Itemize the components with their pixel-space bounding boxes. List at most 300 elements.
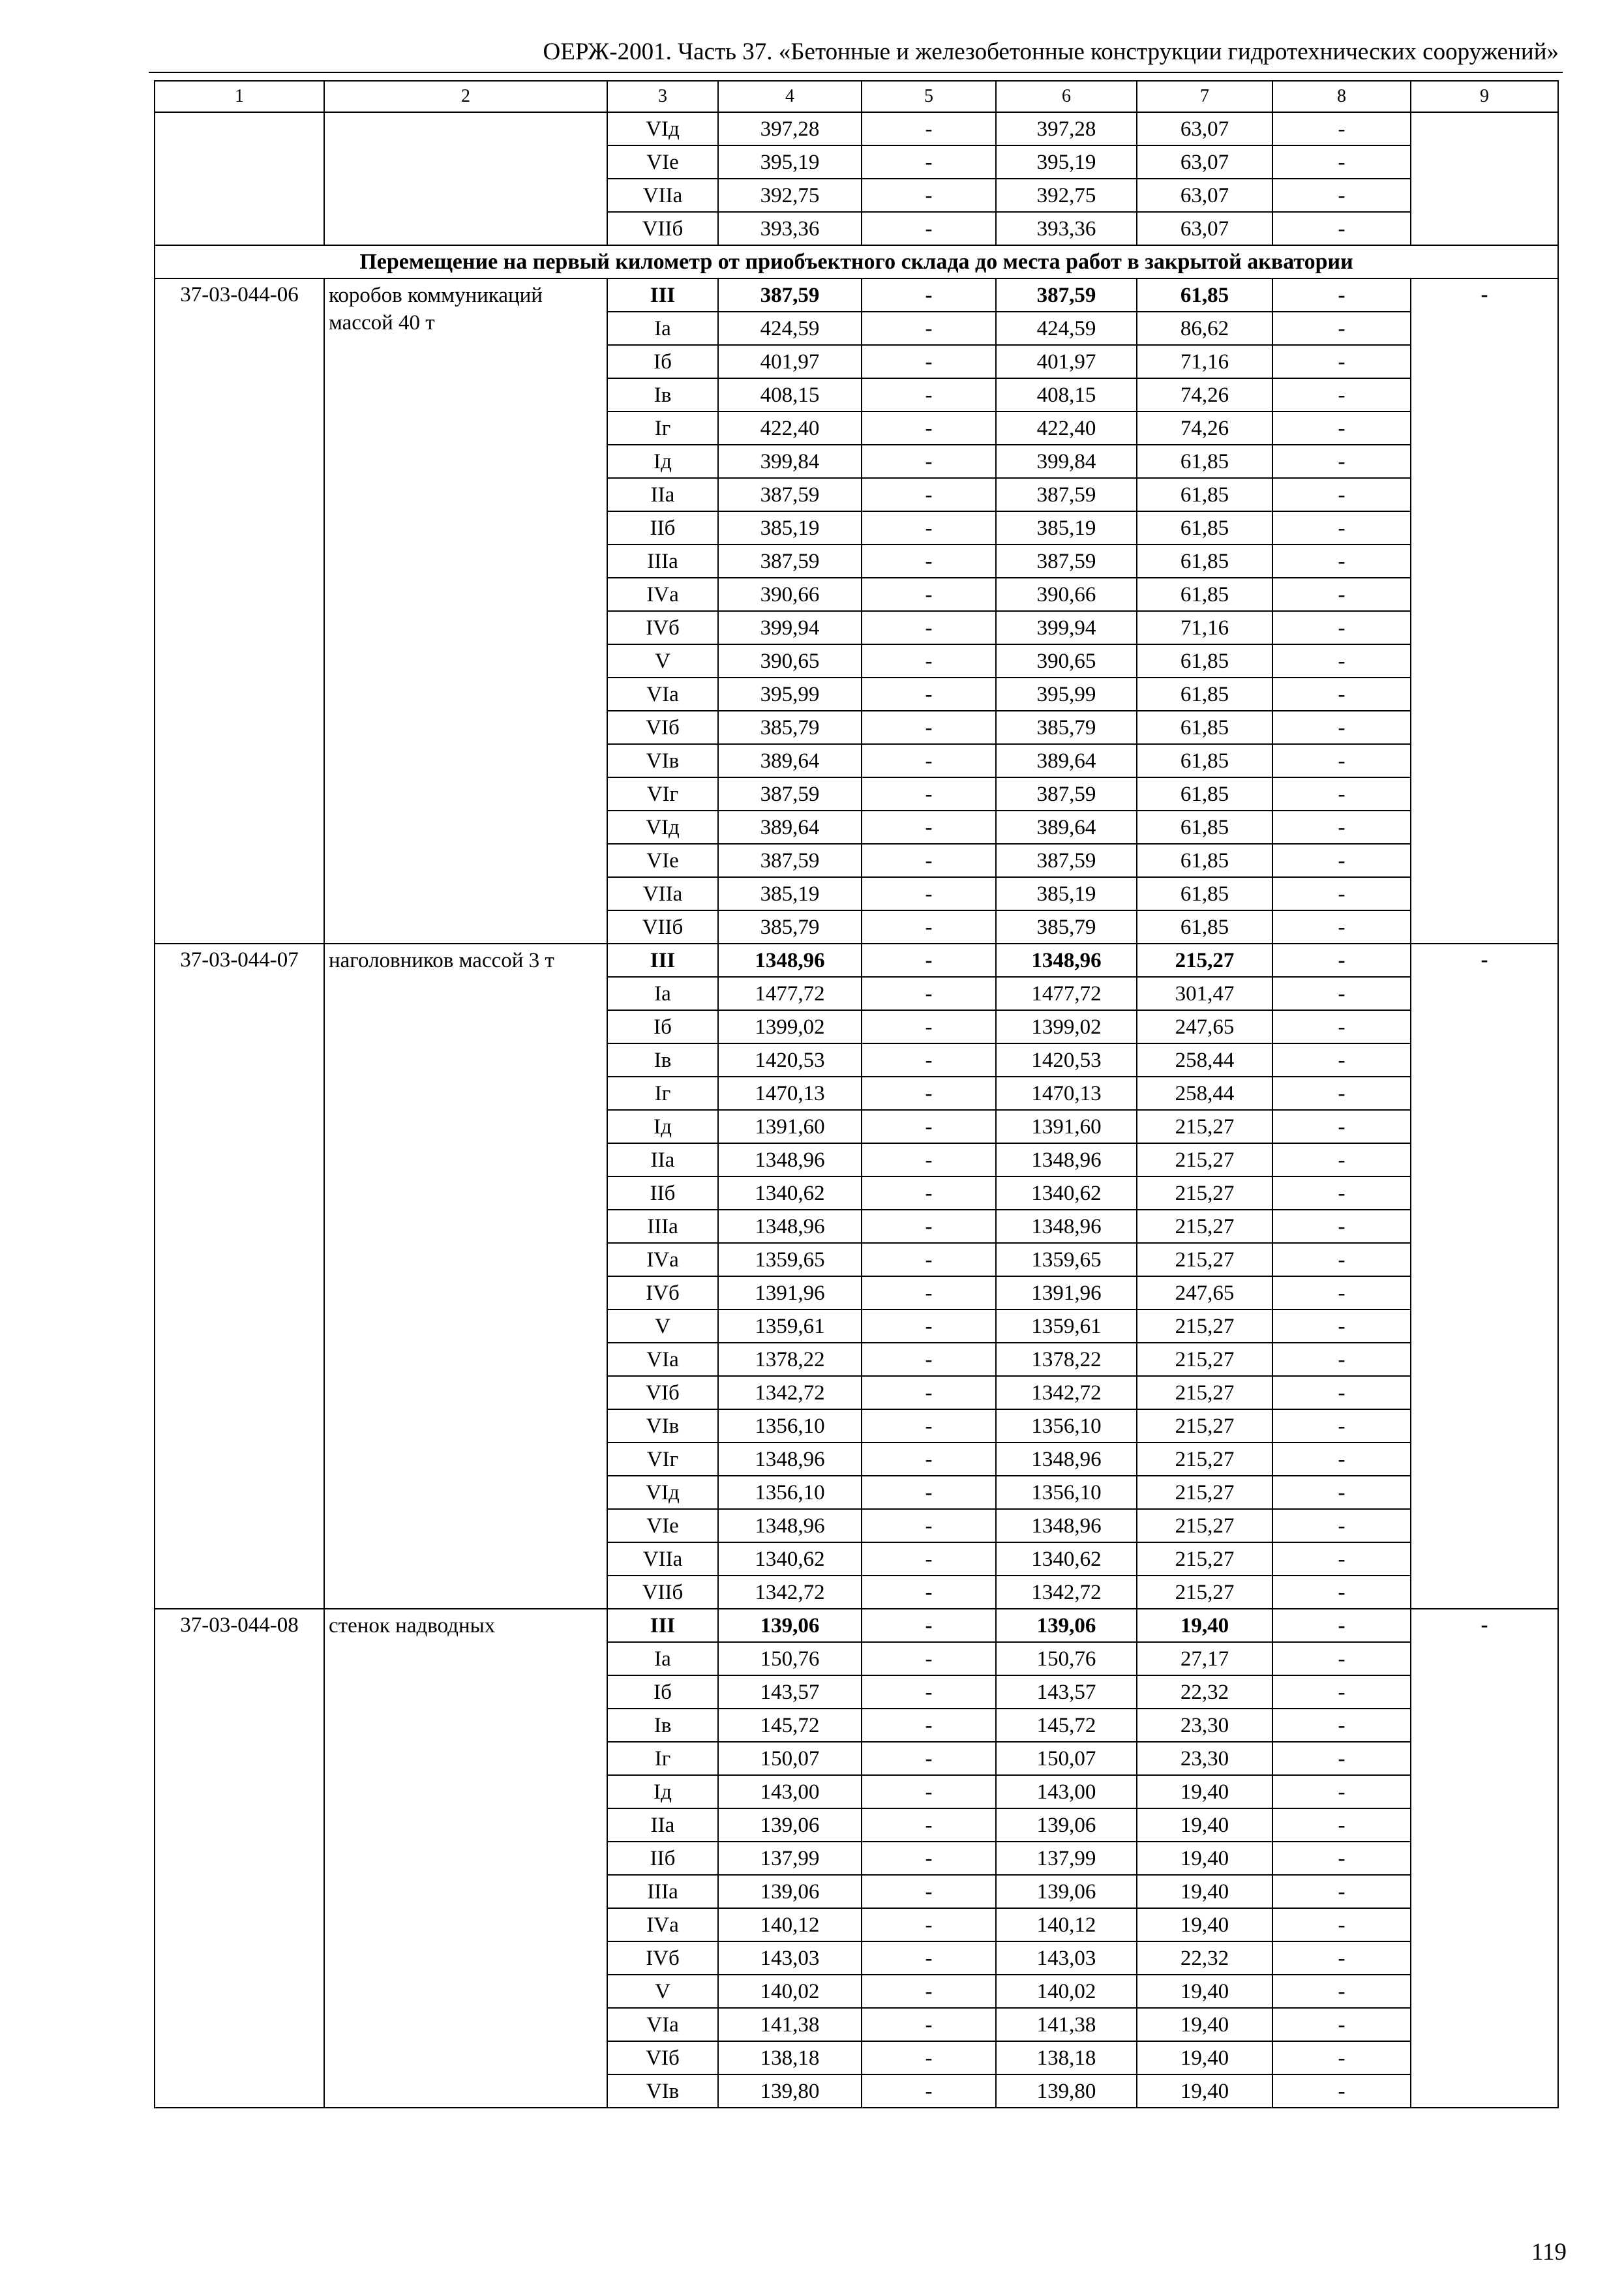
labor-wages: - bbox=[862, 611, 996, 644]
price-zone: Iг bbox=[607, 1077, 718, 1110]
direct-costs: 387,59 bbox=[718, 478, 862, 511]
machine-costs: 141,38 bbox=[996, 2008, 1137, 2041]
labor-wages: - bbox=[862, 2074, 996, 2108]
machine-costs: 1348,96 bbox=[996, 1443, 1137, 1476]
price-zone: VIа bbox=[607, 678, 718, 711]
machinist-wages: 22,32 bbox=[1137, 1941, 1272, 1975]
direct-costs: 137,99 bbox=[718, 1842, 862, 1875]
machine-costs: 138,18 bbox=[996, 2041, 1137, 2074]
norms-table bbox=[154, 80, 1559, 2108]
direct-costs: 1348,96 bbox=[718, 1210, 862, 1243]
machinist-wages: 71,16 bbox=[1137, 345, 1272, 378]
materials-cost: - bbox=[1272, 1110, 1411, 1143]
labor-wages: - bbox=[862, 145, 996, 179]
direct-costs: 1348,96 bbox=[718, 1509, 862, 1542]
price-zone: VIе bbox=[607, 1509, 718, 1542]
materials-cost: - bbox=[1272, 944, 1411, 977]
labor-wages: - bbox=[862, 1542, 996, 1576]
direct-costs: 399,94 bbox=[718, 611, 862, 644]
machinist-wages: 19,40 bbox=[1137, 1609, 1272, 1642]
machine-costs: 1359,61 bbox=[996, 1309, 1137, 1343]
price-zone: IVа bbox=[607, 578, 718, 611]
labor-wages: - bbox=[862, 944, 996, 977]
machine-costs: 1348,96 bbox=[996, 1509, 1137, 1542]
machine-costs: 1391,60 bbox=[996, 1110, 1137, 1143]
machinist-wages: 63,07 bbox=[1137, 179, 1272, 212]
labor-wages: - bbox=[862, 1276, 996, 1309]
materials-cost: - bbox=[1272, 578, 1411, 611]
machine-costs: 385,79 bbox=[996, 910, 1137, 944]
materials-cost: - bbox=[1272, 1443, 1411, 1476]
machine-costs: 395,19 bbox=[996, 145, 1137, 179]
machinist-wages: 61,85 bbox=[1137, 877, 1272, 910]
labor-wages: - bbox=[862, 1176, 996, 1210]
materials-cost: - bbox=[1272, 1043, 1411, 1077]
direct-costs: 1359,65 bbox=[718, 1243, 862, 1276]
machinist-wages: 74,26 bbox=[1137, 378, 1272, 411]
materials-cost: - bbox=[1272, 345, 1411, 378]
table-row bbox=[155, 1609, 1558, 1642]
price-zone: Iв bbox=[607, 1709, 718, 1742]
machinist-wages: 63,07 bbox=[1137, 212, 1272, 245]
price-zone: Iа bbox=[607, 1642, 718, 1675]
price-zone: V bbox=[607, 644, 718, 678]
materials-cost: - bbox=[1272, 1675, 1411, 1709]
labor-wages: - bbox=[862, 1443, 996, 1476]
column-numbers-row bbox=[155, 81, 1558, 112]
machine-costs: 150,76 bbox=[996, 1642, 1137, 1675]
labor-wages: - bbox=[862, 678, 996, 711]
machinist-wages: 19,40 bbox=[1137, 2074, 1272, 2108]
price-zone: VIе bbox=[607, 145, 718, 179]
materials-cost: - bbox=[1272, 1576, 1411, 1609]
page-number: 119 bbox=[1531, 2239, 1567, 2266]
price-zone: Iд bbox=[607, 1110, 718, 1143]
machinist-wages: 61,85 bbox=[1137, 744, 1272, 777]
machine-costs: 1340,62 bbox=[996, 1542, 1137, 1576]
machine-costs: 1342,72 bbox=[996, 1376, 1137, 1409]
labor-wages: - bbox=[862, 478, 996, 511]
machinist-wages: 215,27 bbox=[1137, 1409, 1272, 1443]
machine-costs: 385,79 bbox=[996, 711, 1137, 744]
labor-wages: - bbox=[862, 1842, 996, 1875]
machinist-wages: 61,85 bbox=[1137, 910, 1272, 944]
materials-cost: - bbox=[1272, 1243, 1411, 1276]
materials-cost: - bbox=[1272, 445, 1411, 478]
direct-costs: 399,84 bbox=[718, 445, 862, 478]
labor-wages: - bbox=[862, 578, 996, 611]
labor-wages: - bbox=[862, 1775, 996, 1808]
machinist-wages: 19,40 bbox=[1137, 1808, 1272, 1842]
price-zone: VIа bbox=[607, 1343, 718, 1376]
labor-wages: - bbox=[862, 212, 996, 245]
machine-costs: 1470,13 bbox=[996, 1077, 1137, 1110]
materials-cost: - bbox=[1272, 744, 1411, 777]
machinist-wages: 61,85 bbox=[1137, 578, 1272, 611]
column-number: 9 bbox=[1411, 81, 1558, 112]
direct-costs: 401,97 bbox=[718, 345, 862, 378]
machine-costs: 139,06 bbox=[996, 1875, 1137, 1908]
machine-costs: 389,64 bbox=[996, 811, 1137, 844]
price-zone: VIв bbox=[607, 2074, 718, 2108]
machinist-wages: 61,85 bbox=[1137, 711, 1272, 744]
price-zone: III bbox=[607, 944, 718, 977]
labor-wages: - bbox=[862, 1709, 996, 1742]
machine-costs: 1399,02 bbox=[996, 1010, 1137, 1043]
machinist-wages: 215,27 bbox=[1137, 1243, 1272, 1276]
norm-description: стенок надводных bbox=[324, 1609, 607, 2108]
direct-costs: 1348,96 bbox=[718, 1443, 862, 1476]
direct-costs: 141,38 bbox=[718, 2008, 862, 2041]
materials-cost: - bbox=[1272, 1642, 1411, 1675]
labor-wages: - bbox=[862, 1642, 996, 1675]
labor-wages: - bbox=[862, 1609, 996, 1642]
direct-costs: 140,02 bbox=[718, 1975, 862, 2008]
price-zone: Iб bbox=[607, 1675, 718, 1709]
machinist-wages: 61,85 bbox=[1137, 844, 1272, 877]
price-zone: VIIб bbox=[607, 212, 718, 245]
machinist-wages: 63,07 bbox=[1137, 145, 1272, 179]
materials-cost: - bbox=[1272, 1509, 1411, 1542]
direct-costs: 1342,72 bbox=[718, 1576, 862, 1609]
column-number: 1 bbox=[155, 81, 324, 112]
machinist-wages: 71,16 bbox=[1137, 611, 1272, 644]
document-header-title: ОЕРЖ-2001. Часть 37. «Бетонные и железобетонные конструкции гидротехнических сооружений» bbox=[543, 38, 1559, 65]
column-number: 8 bbox=[1272, 81, 1411, 112]
machinist-wages: 258,44 bbox=[1137, 1077, 1272, 1110]
labor-wages: - bbox=[862, 877, 996, 910]
price-zone: IIб bbox=[607, 511, 718, 545]
machine-costs: 140,12 bbox=[996, 1908, 1137, 1941]
labor-wages: - bbox=[862, 1908, 996, 1941]
materials-cost: - bbox=[1272, 678, 1411, 711]
machine-costs: 387,59 bbox=[996, 278, 1137, 312]
column-number: 4 bbox=[718, 81, 862, 112]
machinist-wages: 23,30 bbox=[1137, 1742, 1272, 1775]
machinist-wages: 23,30 bbox=[1137, 1709, 1272, 1742]
direct-costs: 138,18 bbox=[718, 2041, 862, 2074]
direct-costs: 1477,72 bbox=[718, 977, 862, 1010]
labor-wages: - bbox=[862, 1941, 996, 1975]
direct-costs: 389,64 bbox=[718, 811, 862, 844]
direct-costs: 387,59 bbox=[718, 545, 862, 578]
machine-costs: 1420,53 bbox=[996, 1043, 1137, 1077]
machine-costs: 137,99 bbox=[996, 1842, 1137, 1875]
machinist-wages: 61,85 bbox=[1137, 811, 1272, 844]
machine-costs: 387,59 bbox=[996, 545, 1137, 578]
price-zone: V bbox=[607, 1309, 718, 1343]
direct-costs: 143,57 bbox=[718, 1675, 862, 1709]
direct-costs: 408,15 bbox=[718, 378, 862, 411]
direct-costs: 150,76 bbox=[718, 1642, 862, 1675]
price-zone: IIа bbox=[607, 478, 718, 511]
norm-description: коробов коммуникаций массой 40 т bbox=[324, 278, 607, 944]
machine-costs: 390,65 bbox=[996, 644, 1137, 678]
direct-costs: 1348,96 bbox=[718, 944, 862, 977]
machinist-wages: 215,27 bbox=[1137, 1542, 1272, 1576]
materials-cost: - bbox=[1272, 1875, 1411, 1908]
materials-cost: - bbox=[1272, 378, 1411, 411]
machine-costs: 395,99 bbox=[996, 678, 1137, 711]
materials-cost: - bbox=[1272, 1276, 1411, 1309]
norm-code: 37-03-044-07 bbox=[155, 944, 324, 1609]
machine-costs: 139,06 bbox=[996, 1808, 1137, 1842]
price-zone: Iв bbox=[607, 1043, 718, 1077]
machinist-wages: 215,27 bbox=[1137, 1210, 1272, 1243]
materials-cost: - bbox=[1272, 312, 1411, 345]
price-zone: Iб bbox=[607, 1010, 718, 1043]
price-zone: IVа bbox=[607, 1908, 718, 1941]
materials-cost: - bbox=[1272, 2041, 1411, 2074]
header-divider bbox=[149, 72, 1563, 73]
section-title: Перемещение на первый километр от приобъектного склада до места работ в закрытой акватории bbox=[155, 245, 1558, 278]
materials-cost: - bbox=[1272, 1409, 1411, 1443]
column-number: 6 bbox=[996, 81, 1137, 112]
price-zone: V bbox=[607, 1975, 718, 2008]
direct-costs: 1391,96 bbox=[718, 1276, 862, 1309]
machinist-wages: 19,40 bbox=[1137, 2041, 1272, 2074]
norm-description: наголовников массой 3 т bbox=[324, 944, 607, 1609]
table-row bbox=[155, 278, 1558, 312]
materials-cost: - bbox=[1272, 511, 1411, 545]
machine-costs: 393,36 bbox=[996, 212, 1137, 245]
table-body bbox=[155, 81, 1558, 2108]
machinist-wages: 61,85 bbox=[1137, 644, 1272, 678]
table-row bbox=[155, 944, 1558, 977]
machinist-wages: 86,62 bbox=[1137, 312, 1272, 345]
machinist-wages: 19,40 bbox=[1137, 1775, 1272, 1808]
direct-costs: 140,12 bbox=[718, 1908, 862, 1941]
price-zone: IIа bbox=[607, 1808, 718, 1842]
labor-wages: - bbox=[862, 445, 996, 478]
price-zone: VIв bbox=[607, 1409, 718, 1443]
direct-costs: 385,19 bbox=[718, 511, 862, 545]
direct-costs: 1342,72 bbox=[718, 1376, 862, 1409]
materials-cost: - bbox=[1272, 278, 1411, 312]
labor-wages: - bbox=[862, 1376, 996, 1409]
price-zone: IIIа bbox=[607, 1210, 718, 1243]
description-cell-empty bbox=[324, 112, 607, 245]
direct-costs: 1378,22 bbox=[718, 1343, 862, 1376]
machinist-wages: 215,27 bbox=[1137, 1443, 1272, 1476]
direct-costs: 143,03 bbox=[718, 1941, 862, 1975]
price-zone: VIIа bbox=[607, 877, 718, 910]
direct-costs: 139,06 bbox=[718, 1808, 862, 1842]
machinist-wages: 19,40 bbox=[1137, 2008, 1272, 2041]
labor-wages: - bbox=[862, 511, 996, 545]
materials-cost: - bbox=[1272, 877, 1411, 910]
col9-value: - bbox=[1411, 278, 1558, 944]
machine-costs: 408,15 bbox=[996, 378, 1137, 411]
labor-wages: - bbox=[862, 1210, 996, 1243]
machinist-wages: 215,27 bbox=[1137, 1176, 1272, 1210]
materials-cost: - bbox=[1272, 1941, 1411, 1975]
direct-costs: 1348,96 bbox=[718, 1143, 862, 1176]
labor-wages: - bbox=[862, 1509, 996, 1542]
labor-wages: - bbox=[862, 1010, 996, 1043]
materials-cost: - bbox=[1272, 179, 1411, 212]
direct-costs: 395,99 bbox=[718, 678, 862, 711]
direct-costs: 1340,62 bbox=[718, 1542, 862, 1576]
materials-cost: - bbox=[1272, 1476, 1411, 1509]
machinist-wages: 63,07 bbox=[1137, 112, 1272, 145]
materials-cost: - bbox=[1272, 1343, 1411, 1376]
machine-costs: 424,59 bbox=[996, 312, 1137, 345]
materials-cost: - bbox=[1272, 777, 1411, 811]
machine-costs: 390,66 bbox=[996, 578, 1137, 611]
labor-wages: - bbox=[862, 910, 996, 944]
materials-cost: - bbox=[1272, 910, 1411, 944]
section-title-row bbox=[155, 245, 1558, 278]
price-zone: VIIа bbox=[607, 179, 718, 212]
materials-cost: - bbox=[1272, 711, 1411, 744]
direct-costs: 139,06 bbox=[718, 1875, 862, 1908]
direct-costs: 1356,10 bbox=[718, 1409, 862, 1443]
labor-wages: - bbox=[862, 644, 996, 678]
machine-costs: 387,59 bbox=[996, 844, 1137, 877]
price-zone: Iг bbox=[607, 411, 718, 445]
machinist-wages: 61,85 bbox=[1137, 678, 1272, 711]
machinist-wages: 215,27 bbox=[1137, 1143, 1272, 1176]
norm-code: 37-03-044-06 bbox=[155, 278, 324, 944]
machinist-wages: 19,40 bbox=[1137, 1842, 1272, 1875]
column-number: 7 bbox=[1137, 81, 1272, 112]
machine-costs: 1348,96 bbox=[996, 1143, 1137, 1176]
materials-cost: - bbox=[1272, 1210, 1411, 1243]
machine-costs: 1477,72 bbox=[996, 977, 1137, 1010]
labor-wages: - bbox=[862, 1576, 996, 1609]
machine-costs: 399,94 bbox=[996, 611, 1137, 644]
labor-wages: - bbox=[862, 345, 996, 378]
materials-cost: - bbox=[1272, 1376, 1411, 1409]
direct-costs: 145,72 bbox=[718, 1709, 862, 1742]
direct-costs: 393,36 bbox=[718, 212, 862, 245]
price-zone: IIб bbox=[607, 1176, 718, 1210]
machine-costs: 389,64 bbox=[996, 744, 1137, 777]
price-zone: VIIб bbox=[607, 910, 718, 944]
direct-costs: 1420,53 bbox=[718, 1043, 862, 1077]
materials-cost: - bbox=[1272, 545, 1411, 578]
machine-costs: 1340,62 bbox=[996, 1176, 1137, 1210]
direct-costs: 385,19 bbox=[718, 877, 862, 910]
labor-wages: - bbox=[862, 744, 996, 777]
price-zone: IIIа bbox=[607, 1875, 718, 1908]
machinist-wages: 258,44 bbox=[1137, 1043, 1272, 1077]
labor-wages: - bbox=[862, 777, 996, 811]
labor-wages: - bbox=[862, 811, 996, 844]
direct-costs: 392,75 bbox=[718, 179, 862, 212]
materials-cost: - bbox=[1272, 977, 1411, 1010]
machine-costs: 1378,22 bbox=[996, 1343, 1137, 1376]
labor-wages: - bbox=[862, 278, 996, 312]
materials-cost: - bbox=[1272, 212, 1411, 245]
machine-costs: 1359,65 bbox=[996, 1243, 1137, 1276]
labor-wages: - bbox=[862, 545, 996, 578]
direct-costs: 385,79 bbox=[718, 711, 862, 744]
machinist-wages: 215,27 bbox=[1137, 1476, 1272, 1509]
machine-costs: 1348,96 bbox=[996, 944, 1137, 977]
machinist-wages: 215,27 bbox=[1137, 1576, 1272, 1609]
machine-costs: 387,59 bbox=[996, 478, 1137, 511]
price-zone: IVб bbox=[607, 1276, 718, 1309]
labor-wages: - bbox=[862, 977, 996, 1010]
machine-costs: 1356,10 bbox=[996, 1476, 1137, 1509]
price-zone: III bbox=[607, 1609, 718, 1642]
price-zone: VIб bbox=[607, 711, 718, 744]
price-zone: IVб bbox=[607, 611, 718, 644]
machinist-wages: 215,27 bbox=[1137, 1376, 1272, 1409]
labor-wages: - bbox=[862, 1143, 996, 1176]
direct-costs: 389,64 bbox=[718, 744, 862, 777]
materials-cost: - bbox=[1272, 1842, 1411, 1875]
price-zone: IIб bbox=[607, 1842, 718, 1875]
direct-costs: 424,59 bbox=[718, 312, 862, 345]
labor-wages: - bbox=[862, 1043, 996, 1077]
materials-cost: - bbox=[1272, 1609, 1411, 1642]
price-zone: VIв bbox=[607, 744, 718, 777]
machine-costs: 392,75 bbox=[996, 179, 1137, 212]
price-zone: VIб bbox=[607, 1376, 718, 1409]
materials-cost: - bbox=[1272, 2008, 1411, 2041]
machine-costs: 143,57 bbox=[996, 1675, 1137, 1709]
price-zone: VIб bbox=[607, 2041, 718, 2074]
col9-value: - bbox=[1411, 1609, 1558, 2108]
labor-wages: - bbox=[862, 1077, 996, 1110]
col9-cell-empty bbox=[1411, 112, 1558, 245]
machine-costs: 397,28 bbox=[996, 112, 1137, 145]
price-zone: VIа bbox=[607, 2008, 718, 2041]
machinist-wages: 61,85 bbox=[1137, 511, 1272, 545]
machine-costs: 387,59 bbox=[996, 777, 1137, 811]
machine-costs: 1348,96 bbox=[996, 1210, 1137, 1243]
labor-wages: - bbox=[862, 1243, 996, 1276]
materials-cost: - bbox=[1272, 1077, 1411, 1110]
code-cell-empty bbox=[155, 112, 324, 245]
machinist-wages: 61,85 bbox=[1137, 445, 1272, 478]
machinist-wages: 27,17 bbox=[1137, 1642, 1272, 1675]
machine-costs: 399,84 bbox=[996, 445, 1137, 478]
labor-wages: - bbox=[862, 1975, 996, 2008]
direct-costs: 385,79 bbox=[718, 910, 862, 944]
price-zone: VIе bbox=[607, 844, 718, 877]
norm-code: 37-03-044-08 bbox=[155, 1609, 324, 2108]
machine-costs: 145,72 bbox=[996, 1709, 1137, 1742]
direct-costs: 1359,61 bbox=[718, 1309, 862, 1343]
price-zone: VIд bbox=[607, 811, 718, 844]
machinist-wages: 301,47 bbox=[1137, 977, 1272, 1010]
materials-cost: - bbox=[1272, 145, 1411, 179]
machinist-wages: 61,85 bbox=[1137, 545, 1272, 578]
labor-wages: - bbox=[862, 1476, 996, 1509]
materials-cost: - bbox=[1272, 1309, 1411, 1343]
labor-wages: - bbox=[862, 312, 996, 345]
labor-wages: - bbox=[862, 1742, 996, 1775]
labor-wages: - bbox=[862, 1110, 996, 1143]
materials-cost: - bbox=[1272, 411, 1411, 445]
materials-cost: - bbox=[1272, 1143, 1411, 1176]
price-zone: Iд bbox=[607, 1775, 718, 1808]
price-zone: VIг bbox=[607, 777, 718, 811]
machine-costs: 140,02 bbox=[996, 1975, 1137, 2008]
machinist-wages: 215,27 bbox=[1137, 1110, 1272, 1143]
machine-costs: 422,40 bbox=[996, 411, 1137, 445]
machinist-wages: 215,27 bbox=[1137, 1509, 1272, 1542]
price-zone: Iб bbox=[607, 345, 718, 378]
machine-costs: 1391,96 bbox=[996, 1276, 1137, 1309]
materials-cost: - bbox=[1272, 1808, 1411, 1842]
machinist-wages: 247,65 bbox=[1137, 1276, 1272, 1309]
direct-costs: 390,66 bbox=[718, 578, 862, 611]
